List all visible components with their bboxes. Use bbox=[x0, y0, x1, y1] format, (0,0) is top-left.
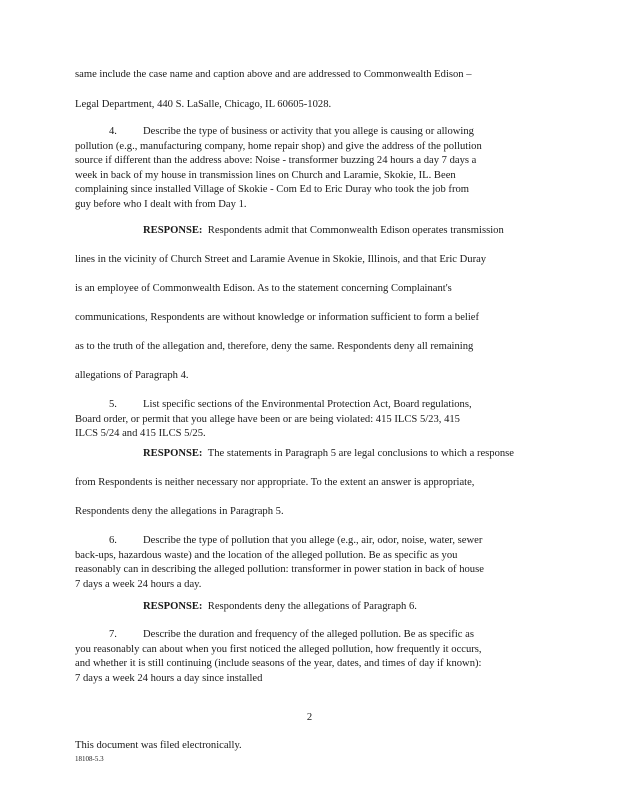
text-line: guy before who I dealt with from Day 1. bbox=[75, 198, 247, 210]
text-line: you reasonably can about when you first noticed the alleged pollution, how frequently it occurs, bbox=[75, 643, 482, 655]
response-label: RESPONSE: bbox=[143, 225, 203, 236]
paragraph-number: 6. bbox=[109, 535, 117, 546]
paragraph-4 bbox=[75, 125, 555, 213]
text-line: Describe the type of business or activity that you allege is causing or allowing bbox=[143, 126, 474, 137]
footer-text: This document was filed electronically. bbox=[75, 740, 242, 751]
text-line: ILCS 5/24 and 415 ILCS 5/25. bbox=[75, 428, 206, 440]
text-line: Describe the type of pollution that you allege (e.g., air, odor, noise, water, sewer bbox=[143, 535, 483, 546]
text-line: week in back of my house in transmission lines on Church and Laramie, Skokie, IL. Been bbox=[75, 169, 456, 181]
text-line: as to the truth of the allegation and, therefore, deny the same. Respondents deny all remaining bbox=[75, 341, 474, 352]
text-line: communications, Respondents are without knowledge or information sufficient to form a belief bbox=[75, 312, 480, 323]
paragraph-7 bbox=[75, 628, 555, 686]
paragraph-5 bbox=[75, 398, 555, 442]
response-4-line: RESPONSE: Respondents admit that Commonwealth Edison operates transmission bbox=[143, 225, 504, 236]
text-line: source if different than the address above: Noise - transformer buzzing 24 hours a day 7 days a bbox=[75, 155, 477, 167]
text-line: complaining since installed Village of Skokie - Com Ed to Eric Duray who took the job from bbox=[75, 184, 470, 196]
text-line: and whether it is still continuing (include seasons of the year, dates, and times of day if known): bbox=[75, 658, 482, 670]
text-line: 7 days a week 24 hours a day since installed bbox=[75, 672, 263, 684]
text-line: List specific sections of the Environmental Protection Act, Board regulations, bbox=[143, 399, 472, 410]
document-id: 18108-5.3 bbox=[75, 755, 104, 763]
text-line: same include the case name and caption above and are addressed to Commonwealth Edison – bbox=[75, 69, 472, 80]
text-line: from Respondents is neither necessary nor appropriate. To the extent an answer is appropriate, bbox=[75, 477, 475, 488]
text-line: Respondents deny the allegations in Paragraph 5. bbox=[75, 506, 284, 517]
text-line: pollution (e.g., manufacturing company, home repair shop) and give the address of the pollution bbox=[75, 140, 482, 152]
text-line: reasonably can in describing the alleged pollution: transformer in power station in back of house bbox=[75, 564, 484, 576]
paragraph-number: 5. bbox=[109, 399, 117, 410]
paragraph-number: 4. bbox=[109, 126, 117, 137]
text-line: Describe the duration and frequency of the alleged pollution. Be as specific as bbox=[143, 629, 474, 640]
page-number: 2 bbox=[306, 712, 313, 723]
response-label: RESPONSE: bbox=[143, 448, 203, 459]
text-line: allegations of Paragraph 4. bbox=[75, 370, 189, 381]
text-line: Legal Department, 440 S. LaSalle, Chicago, IL 60605-1028. bbox=[75, 99, 332, 110]
text-line: lines in the vicinity of Church Street and Laramie Avenue in Skokie, Illinois, and that Eric Duray bbox=[75, 254, 487, 265]
paragraph-6 bbox=[75, 534, 555, 592]
text-line: 7 days a week 24 hours a day. bbox=[75, 578, 202, 590]
text-line: Board order, or permit that you allege have been or are being violated: 415 ILCS 5/23, 415 bbox=[75, 413, 460, 425]
text-line: is an employee of Commonwealth Edison. As to the statement concerning Complainant's bbox=[75, 283, 452, 294]
response-5-line: RESPONSE: The statements in Paragraph 5 are legal conclusions to which a response bbox=[143, 448, 515, 459]
text-line: back-ups, hazardous waste) and the location of the alleged pollution. Be as specific as you bbox=[75, 549, 458, 561]
paragraph-number: 7. bbox=[109, 629, 117, 640]
response-label: RESPONSE: bbox=[143, 601, 203, 612]
response-6-line: RESPONSE: Respondents deny the allegations of Paragraph 6. bbox=[143, 601, 417, 612]
